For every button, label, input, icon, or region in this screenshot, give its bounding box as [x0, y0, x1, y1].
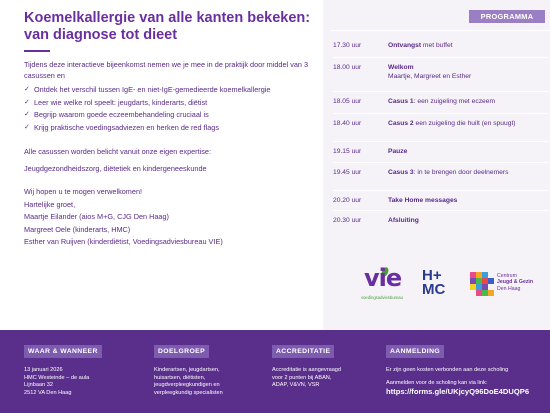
signatory: Margreet Oele (kinderarts, HMC) — [24, 224, 131, 234]
check-icon: ✓ — [24, 123, 30, 131]
program-row: 20.30 uur Afsluiting — [333, 217, 419, 224]
footer-doelgroep: DOELGROEP Kinderartsen, jeugdartsen, huisartsen, diëtisten, jeugdverpleegkundigen en verpleegkundig specialisten — [154, 340, 223, 397]
signature-block — [24, 187, 311, 248]
program-row: 18.40 uur Casus 2 een zuigeling die huilt (en spuugt) — [333, 114, 548, 142]
program-divider — [331, 30, 550, 31]
check-icon: ✓ — [24, 111, 30, 119]
welcome-text: Wij hopen u te mogen verwelkomen! — [24, 187, 143, 197]
vie-logo: vie voedingsadviesbureau — [358, 266, 406, 306]
check-icon: ✓ — [24, 98, 30, 106]
footer-heading: DOELGROEP — [154, 345, 209, 358]
program-heading: PROGRAMMA — [469, 10, 545, 23]
greeting-text: Hartelijke groet, — [24, 199, 76, 209]
cjg-logo: Centrum Jeugd & Gezin Den Haag — [470, 270, 550, 300]
info-footer — [0, 330, 550, 413]
expertise-intro: Alle casussen worden belicht vanuit onze eigen expertise: — [24, 147, 211, 157]
program-row: 19.15 uur Pauze — [333, 142, 548, 163]
program-row: 19.45 uur Casus 3: in te brengen door deelnemers — [333, 163, 548, 191]
title-line-1: Koemelkallergie van alle kanten bekeken: — [24, 10, 311, 26]
signatory: Esther van Ruijven (kinderdiëtist, Voedingsadviesbureau VIE) — [24, 237, 223, 247]
benefit-item: ✓ Krijg praktische voedingsadviezen en herken de red flags — [24, 122, 311, 135]
benefit-item: ✓ Ontdek het verschil tussen IgE- en niet-IgE-gemedieerde koemelkallergie — [24, 84, 311, 97]
benefit-item: ✓ Leer wie welke rol speelt: jeugdarts, kinderarts, diëtist — [24, 97, 311, 110]
footer-heading: AANMELDING — [386, 345, 444, 358]
intro-panel — [0, 0, 323, 330]
footer-heading: ACCREDITATIE — [272, 345, 334, 358]
footer-heading: WAAR & WANNEER — [24, 345, 102, 358]
hmc-logo: H+ MC — [422, 267, 446, 298]
expertise-fields: Jeugdgezondheidszorg, diëtetiek en kindergeneeskunde — [24, 163, 207, 173]
intro-text: Tijdens deze interactieve bijeenkomst nemen we je mee in de praktijk door middel van 3 casussen en — [24, 60, 309, 80]
program-row: 20.20 uur Take Home messages — [333, 191, 548, 211]
benefit-list — [24, 84, 311, 134]
title-line-2: van diagnose tot dieet — [24, 27, 178, 43]
cjg-mosaic-icon — [470, 272, 494, 296]
check-icon: ✓ — [24, 86, 30, 93]
footer-aanmelding: AANMELDING Er zijn geen kosten verbonden aan deze scholing Aanmelden voor de scholing kan via link: https://forms.gle/UKjcyQ96DoE4DUQP6 — [386, 340, 529, 397]
benefit-item: ✓ Begrijp waarom goede eczeembehandeling cruciaal is — [24, 109, 311, 122]
program-list — [333, 36, 548, 231]
page-title — [24, 10, 311, 44]
program-row: 18.00 uur Welkom Maartje, Margreet en Esther — [333, 58, 548, 92]
program-row: 17.30 uur Ontvangst met buffet — [333, 36, 548, 58]
registration-link[interactable]: https://forms.gle/UKjcyQ96DoE4DUQP6 — [386, 387, 530, 397]
signatory: Maartje Eilander (aios M+G, CJG Den Haag) — [24, 212, 169, 222]
footer-waar: WAAR & WANNEER 13 januari 2026 HMC Westeinde – de aula Lijnbaan 32 2512 VA Den Haag — [24, 340, 102, 397]
footer-accreditatie: ACCREDITATIE Accreditatie is aangevraagd voor 2 punten bij ABAN, ADAP, V&VN, VSR — [272, 340, 341, 390]
title-divider — [24, 50, 50, 52]
partner-logos — [358, 266, 548, 306]
program-row: 18.05 uur Casus 1: een zuigeling met eczeem — [333, 92, 548, 114]
